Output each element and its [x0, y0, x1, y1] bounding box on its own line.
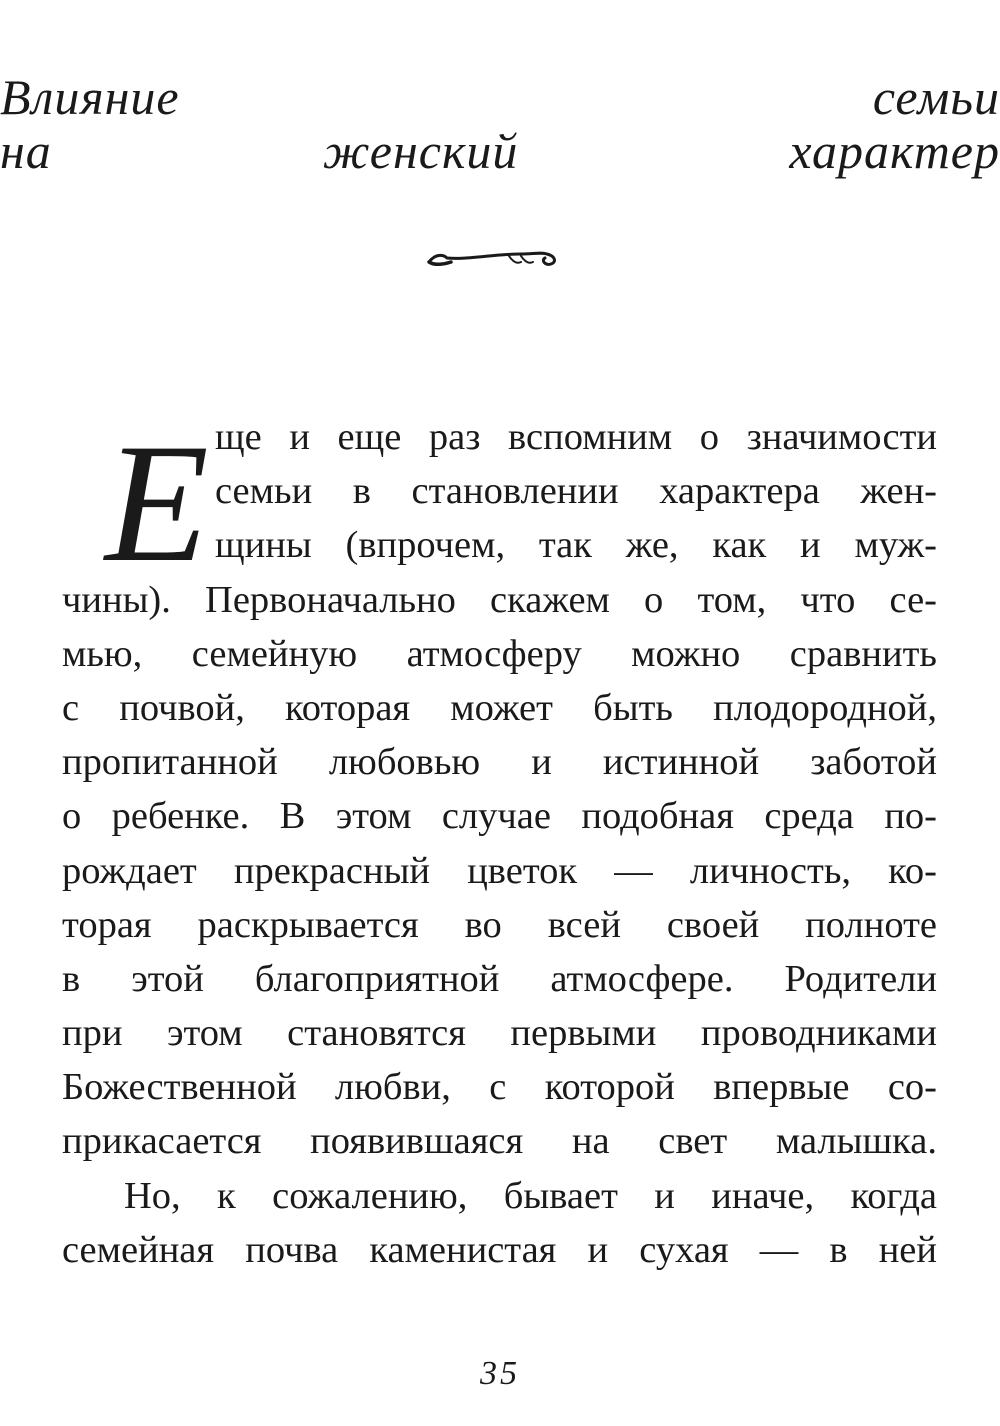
chapter-title-line-2: на женский характер	[0, 123, 1000, 180]
text-line: Божественной любви, с которой впервые со-	[62, 1066, 937, 1109]
text-line: щины (впрочем, так же, как и муж-	[215, 524, 937, 567]
text-line: прикасается появившаяся на свет малышка.	[62, 1120, 937, 1163]
text-line: рождает прекрасный цветок — личность, ко-	[62, 849, 937, 892]
text-line: семьи в становлении характера жен-	[215, 470, 937, 513]
body-text	[62, 410, 937, 1277]
text-line: Но, к сожалению, бывает и иначе, когда	[124, 1174, 937, 1217]
flourish-ornament-icon	[425, 240, 560, 274]
page-number: 35	[480, 1355, 520, 1392]
text-line: пропитанной любовью и истинной заботой	[62, 741, 937, 784]
chapter-title	[0, 62, 1000, 180]
text-line: в этой благоприятной атмосфере. Родители	[62, 957, 937, 1000]
chapter-title-line-1: Влияние семьи	[0, 69, 1000, 125]
text-line: о ребенке. В этом случае подобная среда по-	[62, 795, 937, 838]
text-line: при этом становятся первыми проводниками	[62, 1012, 937, 1055]
text-line: с почвой, которая может быть плодородной,	[62, 686, 937, 729]
text-line: мью, семейную атмосферу можно сравнить	[62, 632, 937, 675]
text-line: торая раскрывается во всей своей полноте	[62, 903, 937, 946]
text-line: семейная почва каменистая и сухая — в ней	[62, 1228, 937, 1271]
text-line: ще и еще раз вспомним о значимости	[215, 416, 937, 458]
text-line: чины). Первоначально скажем о том, что се-	[62, 578, 937, 621]
drop-cap-letter: Е	[105, 409, 209, 597]
